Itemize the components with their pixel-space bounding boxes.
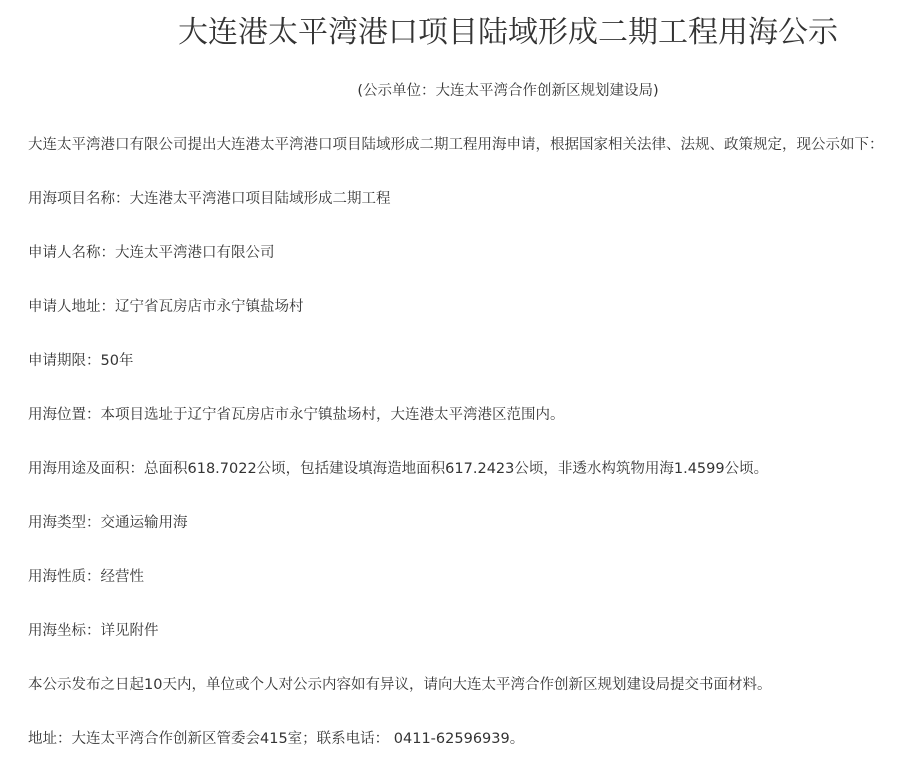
field-usage-type: 用海类型：交通运输用海 bbox=[28, 515, 188, 531]
field-usage-area: 用海用途及面积：总面积618.7022公顷，包括建设填海造地面积617.2423公顷，非透水构筑物用海1.4599公顷。 bbox=[28, 461, 769, 477]
field-usage-nature: 用海性质：经营性 bbox=[28, 569, 144, 585]
field-application-period: 申请期限：50年 bbox=[28, 353, 134, 369]
page-title: 大连港太平湾港口项目陆域形成二期工程用海公示 bbox=[178, 15, 838, 50]
publisher-note: (公示单位：大连太平湾合作创新区规划建设局) bbox=[357, 83, 659, 99]
field-sea-location: 用海位置：本项目选址于辽宁省瓦房店市永宁镇盐场村，大连港太平湾港区范围内。 bbox=[28, 407, 565, 423]
contact-info: 地址：大连太平湾合作创新区管委会415室；联系电话： 0411-62596939。 bbox=[28, 731, 525, 747]
field-project-name: 用海项目名称：大连港太平湾港口项目陆域形成二期工程 bbox=[28, 191, 391, 207]
intro-paragraph: 大连太平湾港口有限公司提出大连港太平湾港口项目陆域形成二期工程用海申请，根据国家相关法律、法规、政策规定，现公示如下： bbox=[28, 137, 884, 153]
field-applicant-name: 申请人名称：大连太平湾港口有限公司 bbox=[28, 245, 275, 261]
objection-notice: 本公示发布之日起10天内，单位或个人对公示内容如有异议，请向大连太平湾合作创新区规划建设局提交书面材料。 bbox=[28, 677, 772, 693]
field-applicant-address: 申请人地址：辽宁省瓦房店市永宁镇盐场村 bbox=[28, 299, 304, 315]
field-coordinates: 用海坐标：详见附件 bbox=[28, 623, 159, 639]
